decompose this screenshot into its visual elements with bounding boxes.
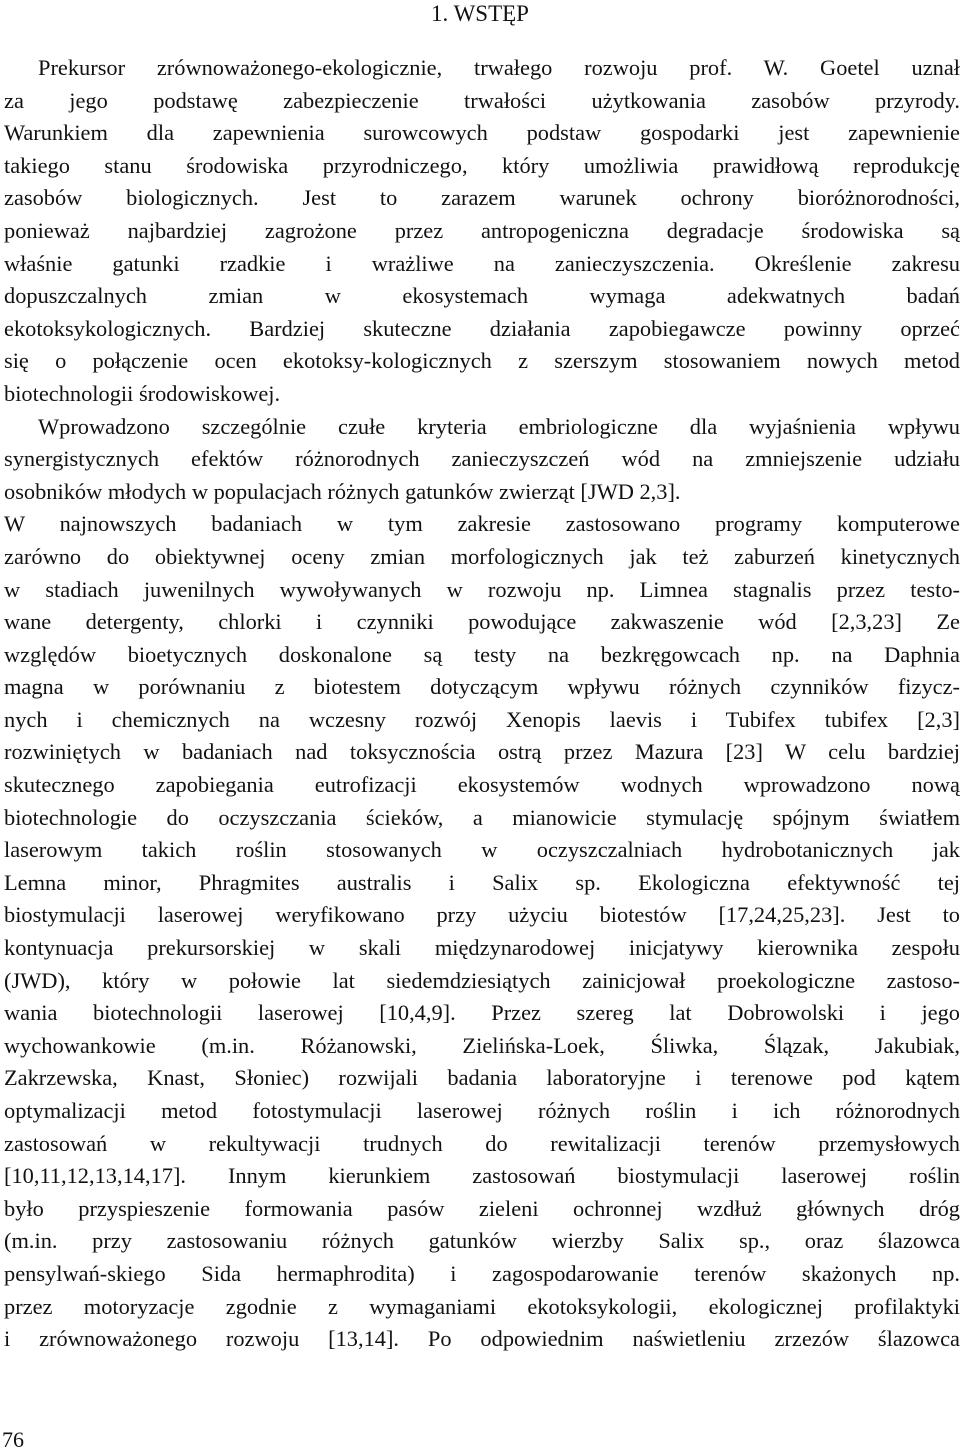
text-line: biostymulacji laserowej weryfikowano przy użyciu biotestów [17,24,25,23]. Jest to: [4, 902, 960, 928]
text-line: zastosowań w rekultywacji trudnych do rewitalizacji terenów przemysłowych: [4, 1130, 960, 1156]
text-line: Lemna minor, Phragmites australis i Salix sp. Ekologiczna efektywność tej: [4, 869, 960, 895]
text-line: biotechnologii środowiskowej.: [4, 380, 281, 406]
text-line: w stadiach juwenilnych wywoływanych w rozwoju np. Limnea stagnalis przez testo-: [4, 576, 960, 602]
text-line: osobników młodych w populacjach różnych gatunków zwierząt [JWD 2,3].: [4, 478, 681, 504]
text-line: Wprowadzono szczególnie czułe kryteria embriologiczne dla wyjaśnienia wpływu: [38, 413, 960, 439]
text-line: zasobów biologicznych. Jest to zarazem warunek ochrony bioróżnorodności,: [4, 185, 960, 211]
text-line: (m.in. przy zastosowaniu różnych gatunków wierzby Salix sp., oraz ślazowca: [4, 1228, 960, 1254]
text-line: pensylwań-skiego Sida hermaphrodita) i zagospodarowanie terenów skażonych np.: [4, 1260, 960, 1286]
text-line: się o połączenie ocen ekotoksy-kologicznych z szerszym stosowaniem nowych metod: [4, 348, 960, 374]
text-line: wychowankowie (m.in. Różanowski, Zielińska-Loek, Śliwka, Ślązak, Jakubiak,: [4, 1032, 960, 1058]
text-line: zarówno do obiektywnej oceny zmian morfologicznych jak też zaburzeń kinetycznych: [4, 543, 960, 569]
text-line: takiego stanu środowiska przyrodniczego, który umożliwia prawidłową reprodukcję: [4, 152, 960, 178]
text-line: Warunkiem dla zapewnienia surowcowych podstaw gospodarki jest zapewnienie: [4, 120, 960, 146]
text-line: optymalizacji metod fotostymulacji laserowej różnych roślin i ich różnorodnych: [4, 1098, 960, 1123]
text-line: Prekursor zrównoważonego-ekologicznie, trwałego rozwoju prof. W. Goetel uznał: [38, 55, 960, 80]
text-line: wania biotechnologii laserowej [10,4,9]. Przez szereg lat Dobrowolski i jego: [4, 1000, 960, 1026]
text-line: laserowym takich roślin stosowanych w oczyszczalniach hydrobotanicznych jak: [4, 837, 960, 863]
text-line: i zrównoważonego rozwoju [13,14]. Po odpowiednim naświetleniu zrzezów ślazowca: [4, 1326, 960, 1352]
text-line: rozwiniętych w badaniach nad toksycznościa ostrą przez Mazura [23] W celu bardziej: [4, 739, 960, 765]
text-line: W najnowszych badaniach w tym zakresie zastosowano programy komputerowe: [4, 511, 960, 537]
text-line: właśnie gatunki rzadkie i wrażliwe na zanieczyszczenia. Określenie zakresu: [4, 250, 960, 276]
text-line: wane detergenty, chlorki i czynniki powodujące zakwaszenie wód [2,3,23] Ze: [4, 609, 960, 635]
text-line: biotechnologie do oczyszczania ścieków, a mianowicie stymulację spójnym światłem: [4, 804, 960, 830]
text-line: za jego podstawę zabezpieczenie trwałości użytkowania zasobów przyrody.: [4, 87, 960, 113]
text-line: było przyspieszenie formowania pasów zieleni ochronnej wzdłuż głównych dróg: [4, 1195, 960, 1221]
text-line: kontynuacja prekursorskiej w skali międzynarodowej inicjatywy kierownika zespołu: [4, 935, 960, 961]
body-text: [4, 52, 960, 1356]
text-line: ekotoksykologicznych. Bardziej skuteczne działania zapobiegawcze powinny oprzeć: [4, 315, 960, 341]
text-line: synergistycznych efektów różnorodnych zanieczyszczeń wód na zmniejszenie udziału: [4, 446, 960, 472]
page-number: 76: [2, 1427, 24, 1452]
text-line: (JWD), który w połowie lat siedemdziesiątych zainicjował proekologiczne zastoso-: [4, 967, 960, 993]
text-line: [10,11,12,13,14,17]. Innym kierunkiem zastosowań biostymulacji laserowej roślin: [4, 1163, 960, 1189]
text-line: względów bioetycznych doskonalone są testy na bezkręgowcach np. na Daphnia: [4, 641, 960, 667]
text-line: skutecznego zapobiegania eutrofizacji ekosystemów wodnych wprowadzono nową: [4, 772, 960, 798]
text-line: przez motoryzacje zgodnie z wymaganiami ekotoksykologii, ekologicznej profilaktyki: [4, 1293, 960, 1319]
section-heading: 1. WSTĘP: [431, 1, 529, 26]
text-line: ponieważ najbardziej zagrożone przez antropogeniczna degradacje środowiska są: [4, 217, 960, 243]
text-line: nych i chemicznych na wczesny rozwój Xenopis laevis i Tubifex tubifex [2,3]: [4, 706, 960, 732]
text-line: dopuszczalnych zmian w ekosystemach wymaga adekwatnych badań: [4, 283, 960, 309]
text-line: Zakrzewska, Knast, Słoniec) rozwijali badania laboratoryjne i terenowe pod kątem: [4, 1065, 960, 1091]
text-line: magna w porównaniu z biotestem dotyczącym wpływu różnych czynników fizycz-: [4, 674, 960, 700]
